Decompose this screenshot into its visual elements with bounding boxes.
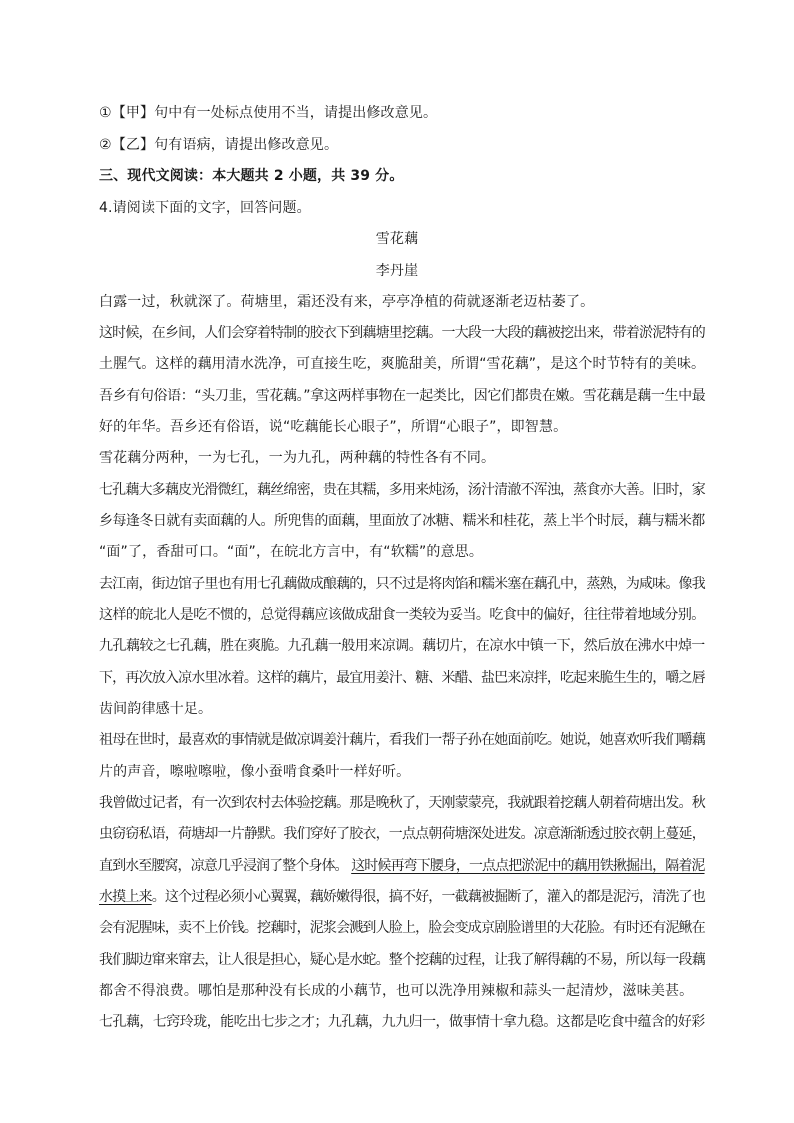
article-line: 齿间韵律感十足。 — [99, 701, 213, 717]
article-line: 下，再次放入凉水里冰着。这样的藕片，最宜用姜汁、糖、米醋、盐巴来凉拌，吃起来脆生生的，嚼之唇 — [99, 670, 705, 686]
article-author: 李丹崖 — [375, 263, 419, 279]
question-yi-text: ②【乙】句有语病，请提出修改意见。 — [99, 137, 339, 153]
article-line: 虫窃窃私语，荷塘却一片静默。我们穿好了胶衣，一点点朝荷塘深处进发。凉意渐渐透过胶衣朝上蔓延， — [99, 826, 705, 842]
article-text-segment: 。这个过程必须小心翼翼，藕娇嫩得很，搞不好，一截藕被掘断了，灌入的都是泥污，清洗了也 — [151, 889, 705, 905]
article-line: 白露一过，秋就深了。荷塘里，霜还没有来，亭亭净植的荷就逐渐老迈枯萎了。 — [99, 294, 595, 310]
article-line: 都舍不得浪费。哪怕是那种没有长成的小藕节，也可以洗净用辣椒和蒜头一起清炒，滋味美甚。 — [99, 983, 694, 999]
article-line — [99, 888, 705, 906]
article-line — [99, 857, 705, 875]
article-line: 这时候，在乡间，人们会穿着特制的胶衣下到藕塘里挖藕。一大段一大段的藕被挖出来，带着淤泥特有的 — [99, 325, 705, 341]
question-4-prompt: 4.请阅读下面的文字，回答问题。 — [99, 200, 311, 216]
article-line: 乡每逢冬日就有卖面藕的人。所兜售的面藕，里面放了冰糖、糯米和桂花，蒸上半个时辰，藕与糯米都 — [99, 513, 705, 529]
article-line: 这样的皖北人是吃不惯的，总觉得藕应该做成甜食一类较为妥当。吃食中的偏好，往往带着地域分别。 — [99, 607, 705, 623]
article-line: 七孔藕大多藕皮光滑微红，藕丝绵密，贵在其糯，多用来炖汤，汤汁清澈不浑浊，蒸食亦大善。旧时，家 — [99, 482, 705, 498]
article-line: “面”了，香甜可口。“面”，在皖北方言中，有“软糯”的意思。 — [99, 544, 484, 560]
question-jia-text: ①【甲】句中有一处标点使用不当，请提出修改意见。 — [99, 105, 438, 121]
article-line: 我们脚边窜来窜去，让人很是担心，疑心是水蛇。整个挖藕的过程，让我了解得藕的不易，所以每一段藕 — [99, 952, 705, 968]
article-line: 七孔藕，七窍玲珑，能吃出七步之才；九孔藕，九九归一，做事情十拿九稳。这都是吃食中蕴含的好彩 — [99, 1014, 705, 1030]
article-title: 雪花藕 — [375, 231, 419, 247]
article-line: 我曾做过记者，有一次到农村去体验挖藕。那是晚秋了，天刚蒙蒙亮，我就跟着挖藕人朝着荷塘出发。秋 — [99, 795, 705, 811]
underlined-sentence: 这时候再弯下腰身，一点点把淤泥中的藕用铁揪掘出，隔着泥 — [351, 858, 705, 874]
underlined-sentence: 水摸上来 — [99, 889, 152, 905]
article-line: 去江南，街边馆子里也有用七孔藕做成酿藕的，只不过是将肉馅和糯米塞在藕孔中，蒸熟，为咸味。像我 — [99, 576, 705, 592]
article-line: 土腥气。这样的藕用清水洗净，可直接生吃，爽脆甜美，所谓“雪花藕”，是这个时节特有的美味。 — [99, 356, 706, 372]
article-line: 会有泥腥味，卖不上价钱。挖藕时，泥浆会溅到人脸上，脸会变成京剧脸谱里的大花脸。有时还有泥鳅在 — [99, 920, 705, 936]
article-line: 吾乡有句俗语：“头刀韭，雪花藕。”拿这两样事物在一起类比，因它们都贵在嫩。雪花藕是藕一生中最 — [99, 388, 706, 404]
article-line: 片的声音，嚓啦嚓啦，像小蚕啃食桑叶一样好听。 — [99, 764, 411, 780]
article-line: 好的年华。吾乡还有俗语，说“吃藕能长心眼子”，所谓“心眼子”，即智慧。 — [99, 419, 568, 435]
article-text-segment: 直到水至腰窝，凉意几乎浸润了整个身体。 — [99, 858, 348, 874]
article-line: 九孔藕较之七孔藕，胜在爽脆。九孔藕一般用来凉调。藕切片，在凉水中镇一下，然后放在沸水中焯一 — [99, 638, 705, 654]
section-heading: 三、现代文阅读：本大题共 2 小题，共 39 分。 — [99, 168, 404, 184]
article-line: 祖母在世时，最喜欢的事情就是做凉调姜汁藕片，看我们一帮子孙在她面前吃。她说，她喜欢听我们嚼藕 — [99, 732, 705, 748]
article-line: 雪花藕分两种，一为七孔，一为九孔，两种藕的特性各有不同。 — [99, 450, 496, 466]
